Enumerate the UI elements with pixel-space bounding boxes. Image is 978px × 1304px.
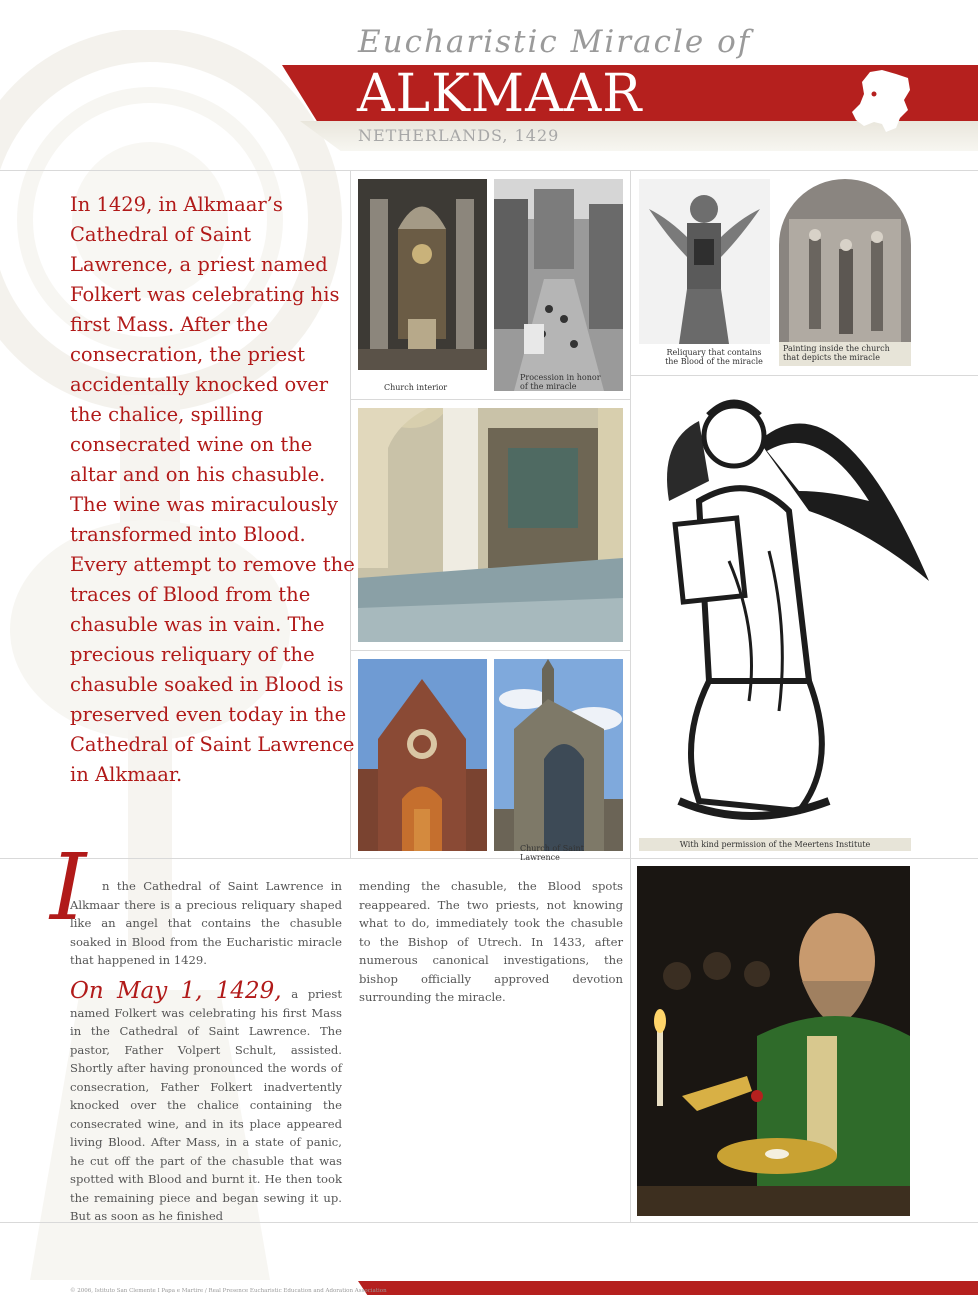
article-paragraph-1-text: n the Cathedral of Saint Lawrence in Alkmaar there is a precious reliquary shaped like an angel that contains the chasuble soaked in Blood from the Eucharistic miracle that happened in 1429. <box>70 879 342 967</box>
netherlands-map-icon <box>852 70 912 132</box>
miracle-painting <box>637 866 910 1216</box>
church-exterior-photo-tower <box>494 659 623 851</box>
divider-photo-1 <box>350 399 630 400</box>
footer-red-bar <box>358 1281 978 1295</box>
caption-procession: Procession in honor of the miracle <box>520 373 601 391</box>
church-exterior-photo-front <box>358 659 487 851</box>
divider-middle <box>0 858 978 859</box>
article-paragraph-2-text: a priest named Folkert was celebrating his first Mass in the Cathedral of Saint Lawrence. The pastor, Father Volpert Schult, assisted. Shortly after having pronounced the words of consecration, Father Folkert inadvertently knocked over the chalice containing the consecrated wine, and in its place appeared living Blood. After Mass, in a state of panic, he cut off the part of the chasuble that was spotted with Blood and burnt it. He then took the remaining piece and began sewing it up. But as soon as he finished <box>70 987 342 1223</box>
article-lead-date: On May 1, 1429, <box>70 978 282 1004</box>
divider-photo-2 <box>350 650 630 651</box>
painting-photo <box>779 179 911 344</box>
divider-photo-3 <box>630 375 978 376</box>
cathedral-nave-photo <box>358 408 623 642</box>
reliquary-photo <box>639 179 770 344</box>
script-title: Eucharistic Miracle of <box>358 24 752 60</box>
caption-church-interior: Church interior <box>384 383 448 392</box>
caption-church-exterior: Church of Saint Lawrence <box>520 844 584 862</box>
article-paragraph-1 <box>70 877 342 970</box>
footer-copyright: © 2006, Istituto San Clemente I Papa e Martire / Real Presence Eucharistic Education and Adoration Association <box>70 1288 387 1294</box>
procession-photo <box>494 179 623 391</box>
article-paragraph-2 <box>70 978 342 1226</box>
caption-reliquary: Reliquary that contains the Blood of the miracle <box>665 348 763 366</box>
intro-text: In 1429, in Alkmaar’s Cathedral of Saint Lawrence, a priest named Folkert was celebrating his first Mass. After the consecration, the priest accidentally knocked over the chalice, spilling consecrated wine on the altar and on his chasuble. The wine was miraculously transformed into Blood. Every attempt to remove the traces of Blood from the chasuble was in vain. The precious reliquary of the chasuble soaked in Blood is preserved even today in the Cathedral of Saint Lawrence in Alkmaar. <box>70 193 355 786</box>
divider-v2 <box>630 170 631 1222</box>
article-column-2: mending the chasuble, the Blood spots reappeared. The two priests, not knowing what to do, immediately took the chasuble to the Bishop of Utrech. In 1433, after numerous canonical investigations, the bishop officially approved devotion surrounding the miracle. <box>359 879 623 1004</box>
page-subtitle: NETHERLANDS, 1429 <box>358 126 560 145</box>
church-interior-photo <box>358 179 487 370</box>
caption-permission: With kind permission of the Meertens Institute <box>639 838 911 851</box>
drop-cap: I <box>50 834 87 941</box>
angel-reliquary-drawing <box>639 381 935 833</box>
caption-painting: Painting inside the church that depicts the miracle <box>779 342 911 366</box>
page-title: ALKMAAR <box>357 64 643 124</box>
divider-top <box>0 170 978 171</box>
